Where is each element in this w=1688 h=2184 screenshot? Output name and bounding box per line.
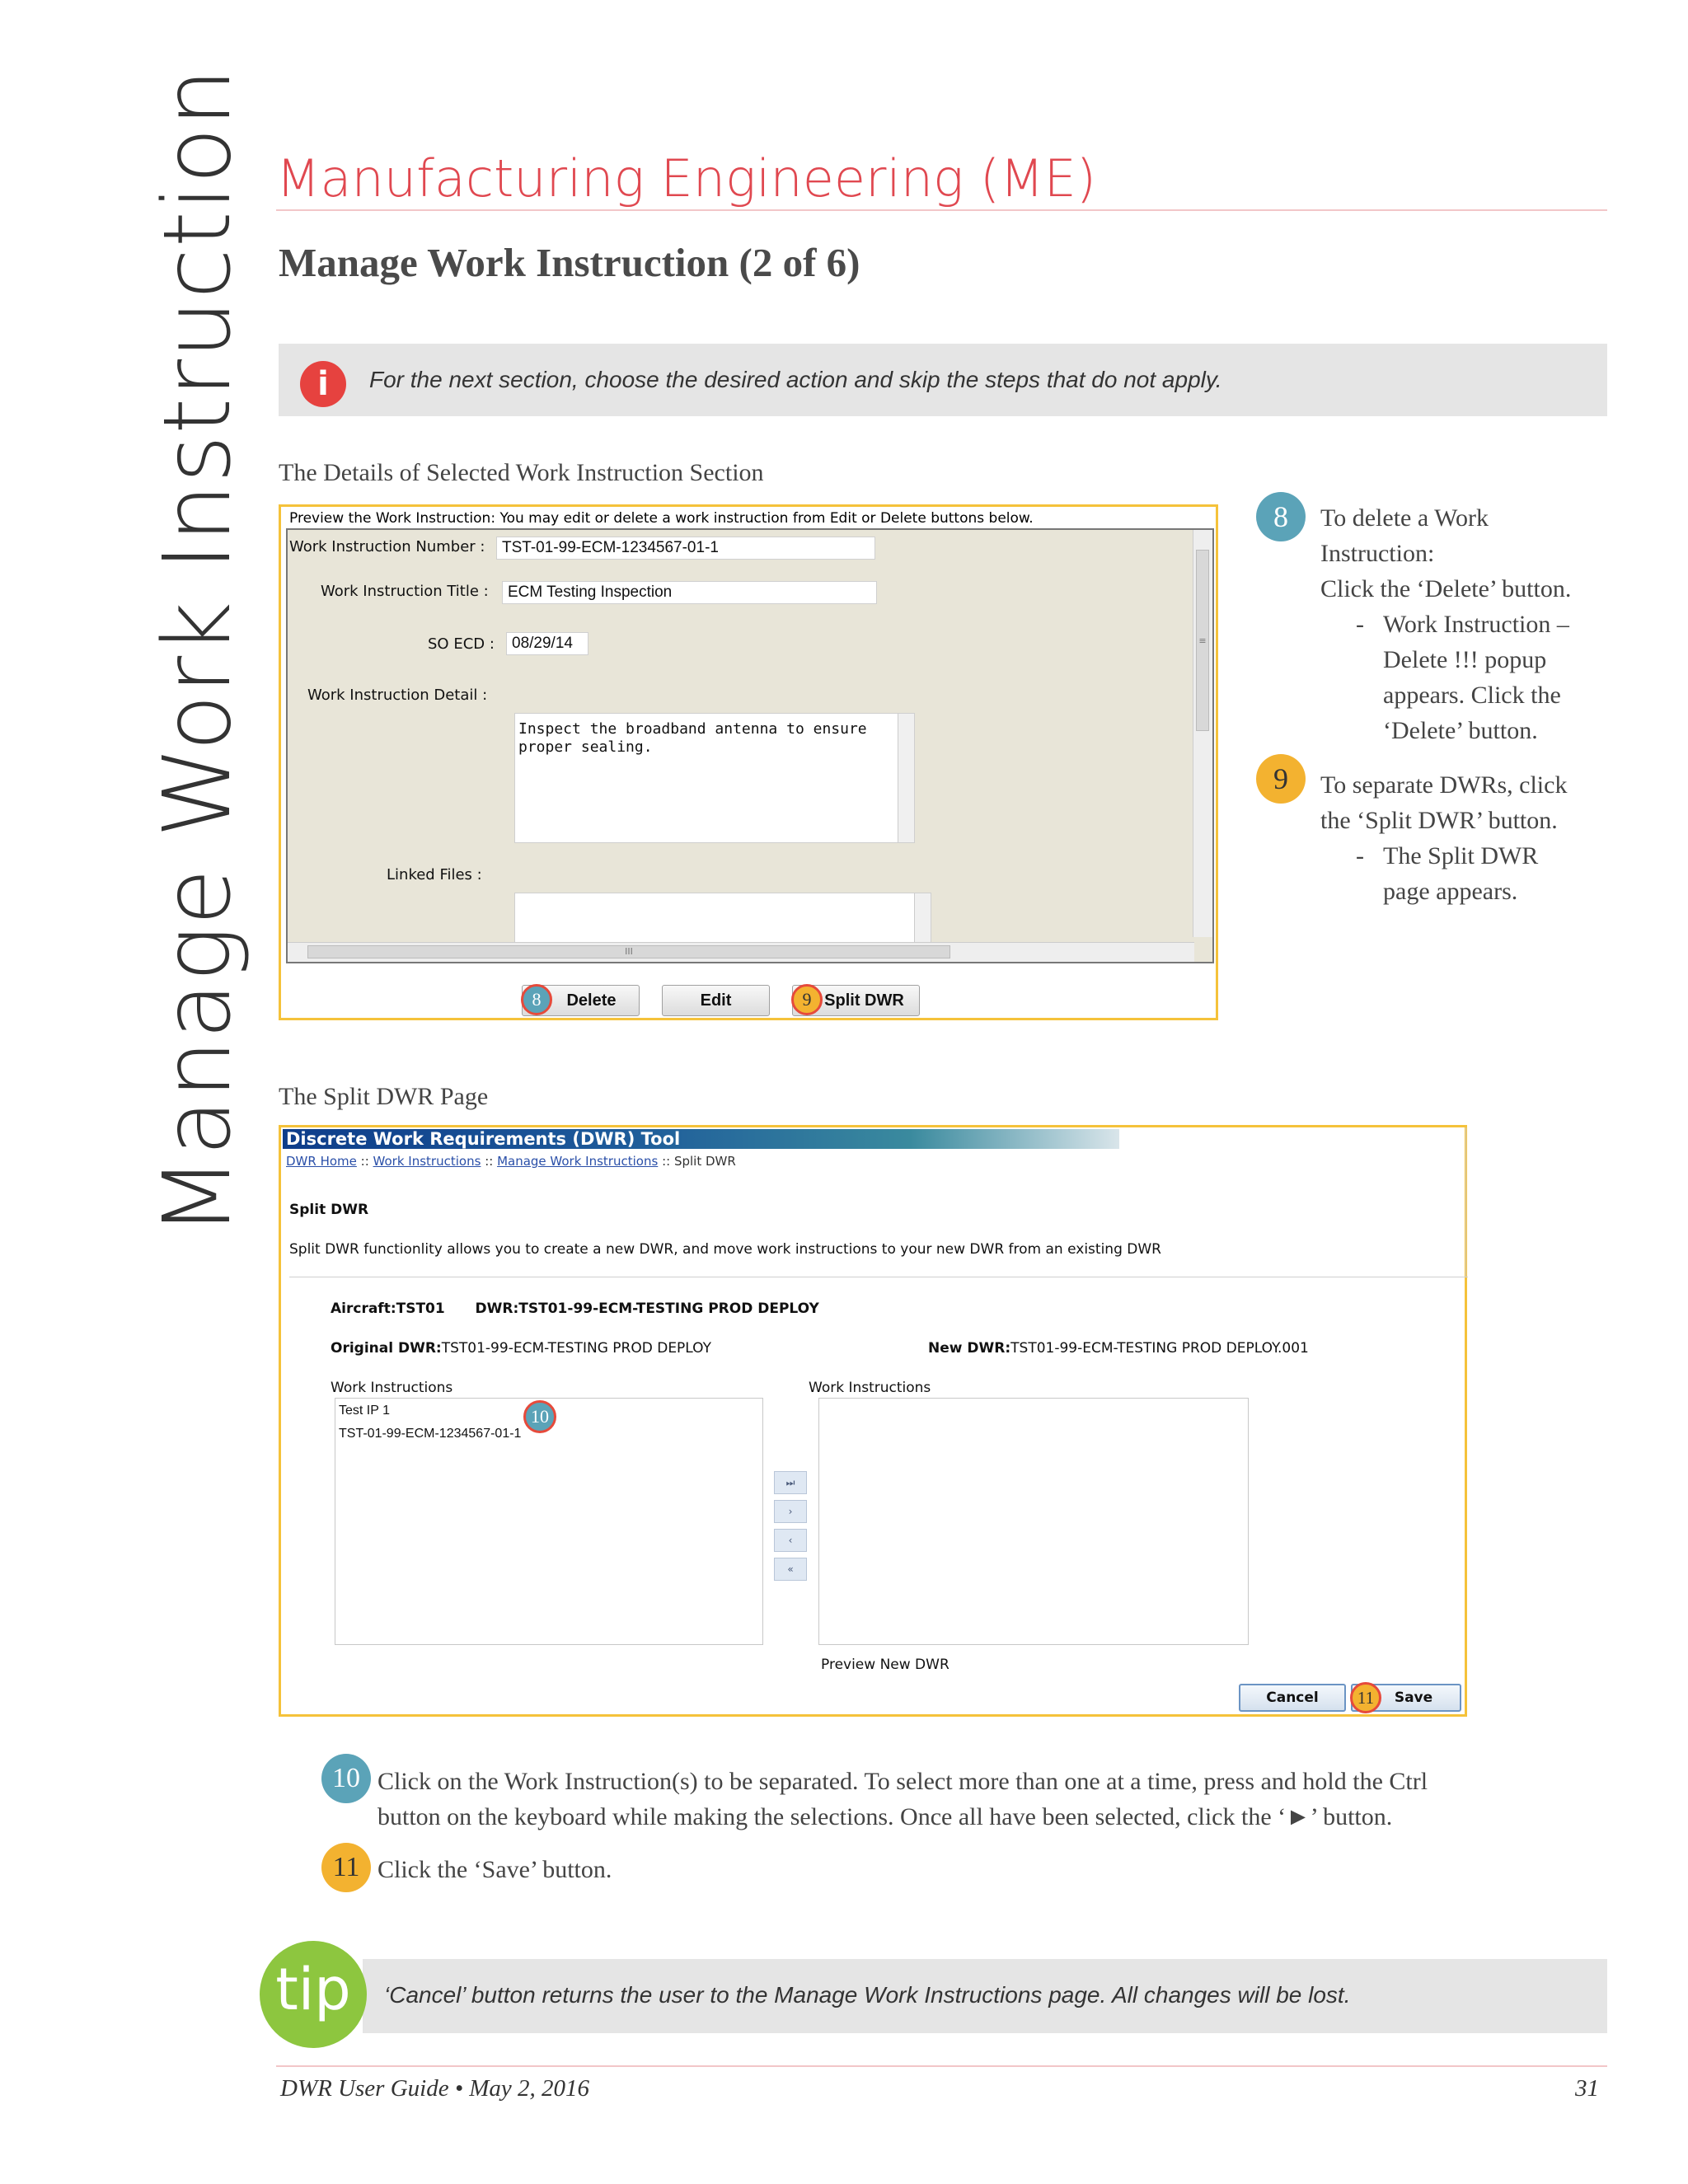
split-divider-vertical — [1465, 1127, 1466, 1277]
info-note-text: For the next section, choose the desired action and skip the steps that do not apply. — [369, 367, 1222, 392]
linked-files-label: Linked Files : — [387, 866, 482, 883]
header-divider — [276, 209, 1607, 211]
section-header: Manufacturing Engineering (ME) — [276, 148, 1096, 209]
detail-scrollbar[interactable] — [898, 714, 914, 842]
side-title: Manage Work Instruction — [144, 67, 251, 1236]
wi-title-label: Work Instruction Title : — [321, 583, 489, 600]
aircraft-info: Aircraft:TST01 DWR:TST01-99-ECM-TESTING PROD DEPLOY — [331, 1301, 819, 1317]
tool-banner: Discrete Work Requirements (DWR) Tool — [283, 1129, 1119, 1149]
page-title: Manage Work Instruction (2 of 6) — [279, 240, 860, 285]
split-heading: Split DWR — [289, 1202, 369, 1218]
new-work-instructions-list[interactable] — [818, 1398, 1249, 1645]
step-11-badge: 11 — [321, 1843, 371, 1892]
preview-note: Preview the Work Instruction: You may edit or delete a work instruction from Edit or Delete buttons below. — [289, 510, 1034, 527]
step-8-text: To delete a Work Instruction: Click the ‘Delete’ button. — [1320, 504, 1572, 602]
move-all-right-button[interactable]: ⏭ — [774, 1471, 807, 1494]
list-item[interactable]: TST-01-99-ECM-1234567-01-1 — [339, 1427, 522, 1441]
step-10-text: Click on the Work Instruction(s) to be separated. To select more than one at a time, press and hold the Ctrl button on the keyboard while making the selections. Once all have been selected, click the ‘►’ button. — [377, 1768, 1428, 1830]
wi-title-field[interactable]: ECM Testing Inspection — [502, 581, 877, 604]
step-8-badge: 8 — [1256, 492, 1306, 541]
right-list-label: Work Instructions — [809, 1380, 931, 1396]
original-work-instructions-list[interactable] — [335, 1398, 763, 1645]
step-11-text: Click the ‘Save’ button. — [377, 1856, 612, 1883]
step-10-badge: 10 — [321, 1754, 371, 1803]
step-8-subtext: Work Instruction – Delete !!! popup appears. Click the ‘Delete’ button. — [1383, 611, 1569, 744]
step-9-text: To separate DWRs, click the ‘Split DWR’ button. — [1320, 771, 1568, 834]
split-dwr-button-label: Split DWR — [824, 991, 904, 1010]
delete-button-label: Delete — [566, 991, 617, 1010]
split-description: Split DWR functionlity allows you to create a new DWR, and move work instructions to your new DWR from an existing DWR — [289, 1241, 1161, 1258]
step-9-sub-dash: - — [1356, 842, 1364, 869]
wi-number-field[interactable]: TST-01-99-ECM-1234567-01-1 — [496, 537, 875, 560]
panel-vertical-scrollbar[interactable] — [1193, 530, 1212, 937]
edit-button[interactable]: Edit — [662, 985, 770, 1016]
breadcrumb-dwr-home[interactable]: DWR Home — [286, 1154, 357, 1169]
info-icon: i — [300, 361, 346, 407]
breadcrumb-work-instructions[interactable]: Work Instructions — [373, 1154, 481, 1169]
so-ecd-label: SO ECD : — [428, 635, 495, 653]
list-item[interactable]: Test IP 1 — [339, 1404, 390, 1418]
footer-guide-date: DWR User Guide • May 2, 2016 — [280, 2075, 590, 2102]
wi-number-label: Work Instruction Number : — [289, 538, 485, 555]
so-ecd-field[interactable]: 08/29/14 — [506, 632, 588, 655]
callout-10-list: 10 — [523, 1400, 556, 1433]
new-dwr: New DWR:TST01-99-ECM-TESTING PROD DEPLOY.001 — [928, 1340, 1309, 1357]
step-9-badge: 9 — [1256, 754, 1306, 804]
split-dwr-screenshot — [279, 1125, 1467, 1717]
cancel-button[interactable]: Cancel — [1239, 1684, 1346, 1712]
details-screenshot — [279, 504, 1218, 1020]
tip-icon: tip — [260, 1941, 367, 2048]
move-all-left-button[interactable]: « — [774, 1558, 807, 1581]
move-left-button[interactable]: ‹ — [774, 1529, 807, 1552]
move-right-button[interactable]: › — [774, 1500, 807, 1523]
wi-detail-textarea[interactable] — [514, 713, 915, 843]
left-list-label: Work Instructions — [331, 1380, 453, 1396]
save-button-label: Save — [1394, 1690, 1433, 1706]
step-8-sub-dash: - — [1356, 611, 1364, 638]
tip-box — [363, 1959, 1607, 2033]
tip-text: ‘Cancel’ button returns the user to the Manage Work Instructions page. All changes will be lost. — [384, 1982, 1351, 2008]
wi-detail-text: Inspect the broadband antenna to ensure proper sealing. — [518, 720, 867, 756]
preview-new-dwr-link[interactable]: Preview New DWR — [821, 1657, 950, 1673]
page-number: 31 — [1575, 2075, 1599, 2102]
wi-detail-label: Work Instruction Detail : — [307, 687, 488, 704]
original-dwr: Original DWR:TST01-99-ECM-TESTING PROD DEPLOY — [331, 1340, 712, 1357]
callout-11-save: 11 — [1350, 1682, 1381, 1713]
details-caption: The Details of Selected Work Instruction Section — [279, 459, 764, 486]
breadcrumb-current: Split DWR — [673, 1154, 736, 1169]
step-9-subtext: The Split DWR page appears. — [1383, 842, 1539, 905]
callout-9-split: 9 — [791, 984, 823, 1015]
split-caption: The Split DWR Page — [279, 1083, 489, 1110]
hscroll-thumb[interactable]: III — [307, 945, 950, 958]
details-panel — [286, 528, 1214, 963]
footer-divider — [276, 2065, 1607, 2067]
panel-scroll-thumb[interactable]: ≡ — [1196, 550, 1209, 731]
breadcrumb-manage-work-instructions[interactable]: Manage Work Instructions — [497, 1154, 659, 1169]
info-note — [279, 344, 1607, 416]
callout-8-delete: 8 — [521, 984, 552, 1015]
panel-horizontal-scrollbar[interactable] — [288, 942, 1194, 962]
breadcrumb: DWR Home :: Work Instructions :: Manage Work Instructions :: Split DWR — [286, 1154, 736, 1169]
